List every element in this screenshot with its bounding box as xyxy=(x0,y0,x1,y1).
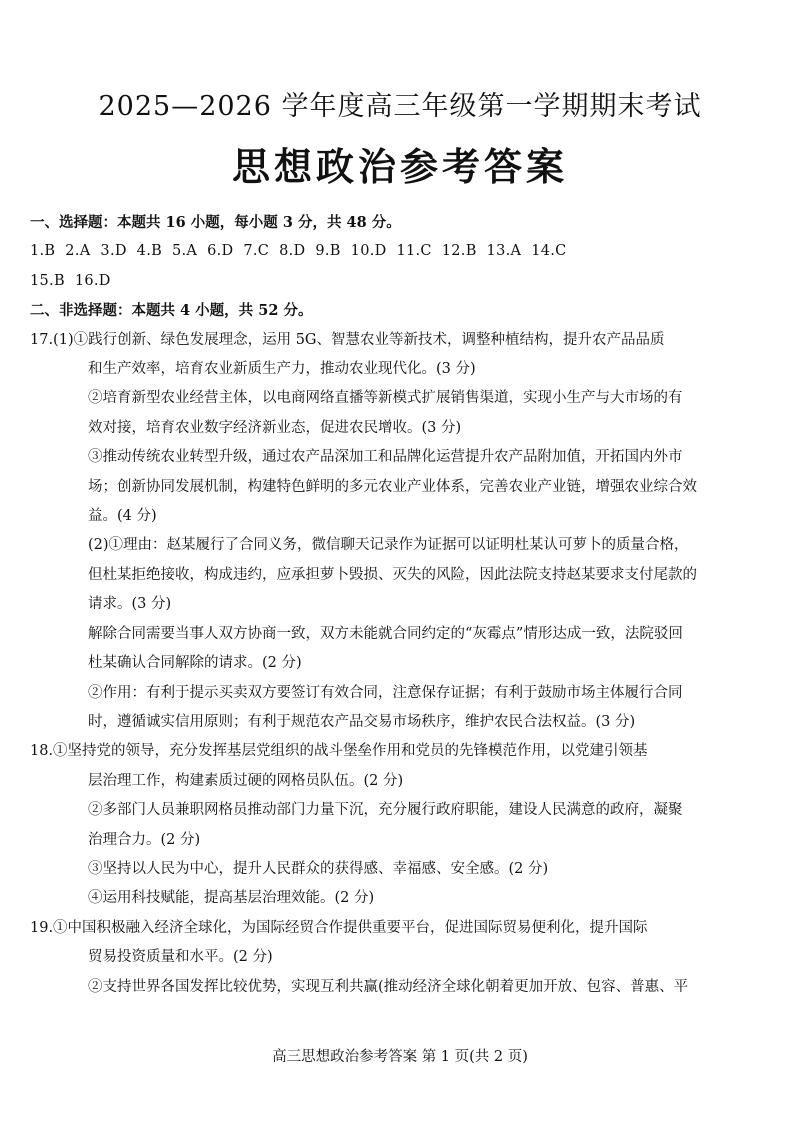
q17-p3-line3: 益。(4 分) xyxy=(88,508,157,525)
q17-p1-line2: 和生产效率，培育农业新质生产力，推动农业现代化。(3 分) xyxy=(88,361,476,378)
q18-p1-line1: 18.①坚持党的领导，充分发挥基层党组织的战斗堡垒作用和党员的先锋模范作用，以党建引领基 xyxy=(30,743,648,760)
choice-answers-line1: 1.B 2.A 3.D 4.B 5.A 6.D 7.C 8.D 9.B 10.D 11.C 12.B 13.A 14.C xyxy=(30,243,567,260)
q17-p5-line1: 解除合同需要当事人双方协商一致，双方未能就合同约定的“灰霉点”情形达成一致，法院驳回 xyxy=(88,625,683,642)
q17-p1-line1: 17.(1)①践行创新、绿色发展理念，运用 5G、智慧农业等新技术，调整种植结构，提升农产品品质 xyxy=(30,331,665,348)
q17-p6-line2: 时，遵循诚实信用原则；有利于规范农产品交易市场秩序，维护农民合法权益。(3 分) xyxy=(88,713,636,730)
q17-p3-line2: 场；创新协同发展机制，构建特色鲜明的多元农业产业体系，完善农业产业链，增强农业综合效 xyxy=(88,478,697,495)
q17-p4-line1: (2)①理由：赵某履行了合同义务，微信聊天记录作为证据可以证明杜某认可萝卜的质量合格， xyxy=(88,537,689,554)
q18-p2-line1: ②多部门人员兼职网格员推动部门力量下沉，充分履行政府职能，建设人民满意的政府，凝聚 xyxy=(88,802,683,819)
q17-p2-line2: 效对接，培育农业数字经济新业态，促进农民增收。(3 分) xyxy=(88,419,462,436)
q19-p1-line2: 贸易投资质量和水平。(2 分) xyxy=(88,949,273,966)
answer-key-title: 思想政治参考答案 xyxy=(231,144,568,189)
answer-body xyxy=(30,208,775,1002)
q18-p2-line2: 治理合力。(2 分) xyxy=(88,831,201,848)
q17-p5-line2: 杜某确认合同解除的请求。(2 分) xyxy=(88,655,302,672)
exam-title: 2025—2026 学年度高三年级第一学期期末考试 xyxy=(98,91,702,122)
section2-heading: 二、非选择题：本题共 4 小题，共 52 分。 xyxy=(30,302,313,320)
q18-p3-line1: ③坚持以人民为中心，提升人民群众的获得感、幸福感、安全感。(2 分) xyxy=(88,860,549,877)
q17-p2-line1: ②培育新型农业经营主体，以电商网络直播等新模式扩展销售渠道，实现小生产与大市场的有 xyxy=(88,390,683,407)
q18-p4-line1: ④运用科技赋能，提高基层治理效能。(2 分) xyxy=(88,890,375,907)
q17-p4-line3: 请求。(3 分) xyxy=(88,596,172,613)
q19-p2-line1: ②支持世界各国发挥比较优势，实现互利共赢(推动经济全球化朝着更加开放、包容、普惠、平 xyxy=(88,978,689,995)
choice-answers-line2: 15.B 16.D xyxy=(30,272,111,289)
q17-p3-line1: ③推动传统农业转型升级，通过农产品深加工和品牌化运营提升农产品附加值，开拓国内外市 xyxy=(88,449,683,466)
page-footer: 高三思想政治参考答案 第 1 页(共 2 页) xyxy=(272,1049,528,1065)
section1-heading: 一、选择题：本题共 16 小题，每小题 3 分，共 48 分。 xyxy=(30,214,401,231)
q18-p1-line2: 层治理工作，构建素质过硬的网格员队伍。(2 分) xyxy=(88,772,404,789)
q17-p6-line1: ②作用：有利于提示买卖双方要签订有效合同，注意保存证据；有利于鼓励市场主体履行合同 xyxy=(88,684,683,701)
q17-p4-line2: 但杜某拒绝接收，构成违约，应承担萝卜毁损、灭失的风险，因此法院支持赵某要求支付尾款的 xyxy=(88,566,697,583)
q19-p1-line1: 19.①中国积极融入经济全球化，为国际经贸合作提供重要平台，促进国际贸易便利化，提升国际 xyxy=(30,919,648,936)
